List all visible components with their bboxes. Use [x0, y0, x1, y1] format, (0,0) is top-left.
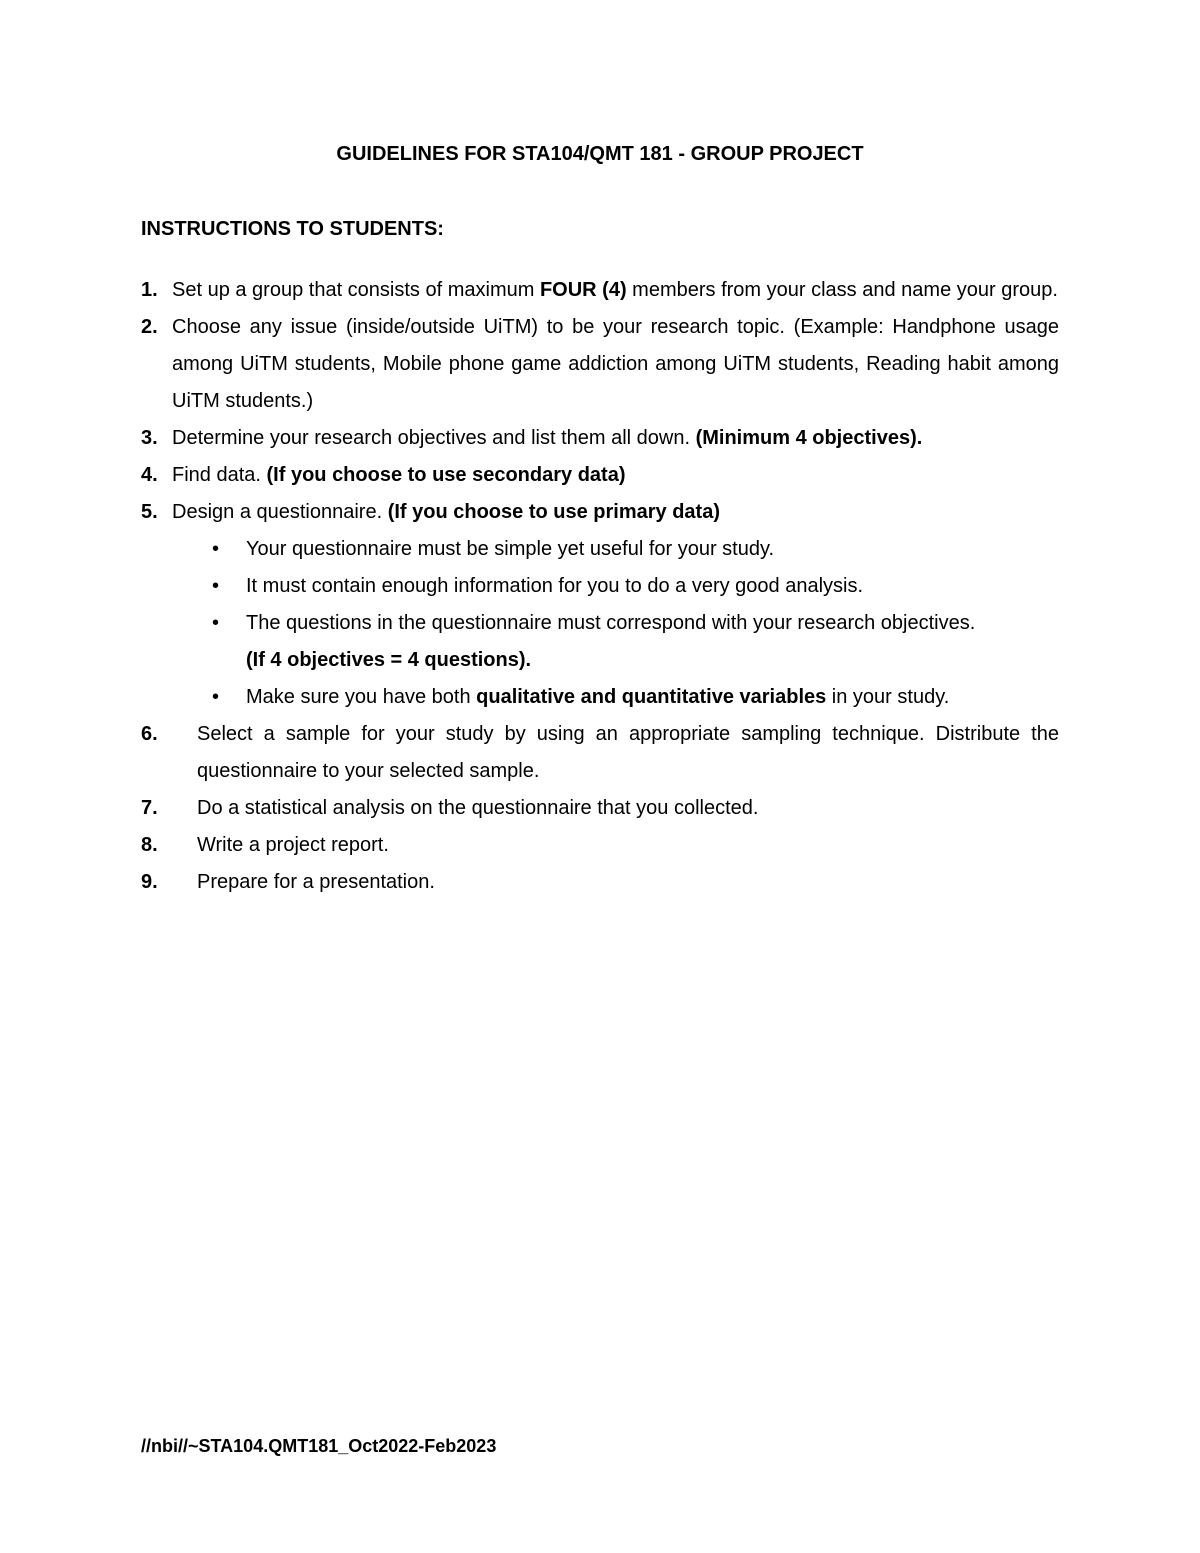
list-item-6: [141, 716, 1059, 790]
bullet-text: Your questionnaire must be simple yet useful for your study.: [246, 538, 775, 560]
bullet-list: [141, 531, 1059, 716]
item-text: [172, 457, 1059, 494]
bullet-text: The questions in the questionnaire must correspond with your research objectives.: [246, 612, 976, 634]
list-item-7: [141, 790, 1059, 827]
bullet-item: [212, 531, 1059, 568]
item-text-part: Design a questionnaire.: [172, 501, 388, 523]
item-text: Do a statistical analysis on the questionnaire that you collected.: [197, 797, 759, 819]
item-number: 8.: [141, 834, 158, 856]
item-number: 5.: [141, 501, 158, 523]
section-heading: INSTRUCTIONS TO STUDENTS:: [141, 218, 444, 240]
item-text: Prepare for a presentation.: [197, 871, 435, 893]
list-item-2: [141, 309, 1059, 420]
bullet-text: in your study.: [826, 686, 950, 708]
item-emphasis: (Minimum 4 objectives).: [695, 427, 923, 449]
bullet-item: [212, 568, 1059, 605]
item-number: 7.: [141, 797, 158, 819]
instructions-list: [141, 272, 1059, 901]
item-text-part: Set up a group that consists of maximum: [172, 279, 540, 301]
item-number: 9.: [141, 871, 158, 893]
list-item-8: [141, 827, 1059, 864]
item-number: 4.: [141, 464, 158, 486]
list-item-5: [141, 494, 1059, 716]
item-text: [172, 272, 1059, 309]
item-text: [172, 420, 1059, 457]
item-number: 6.: [141, 723, 158, 745]
bullet-emphasis: qualitative and quantitative variables: [476, 686, 827, 708]
item-text: Select a sample for your study by using an appropriate sampling technique. Distribute the questionnaire to your selected sample.: [197, 723, 1059, 782]
bullet-text: It must contain enough information for you to do a very good analysis.: [246, 575, 864, 597]
item-text-part: members from your class and name your group.: [626, 279, 1058, 301]
page-title: GUIDELINES FOR STA104/QMT 181 - GROUP PROJECT: [336, 143, 864, 165]
list-item-4: [141, 457, 1059, 494]
item-emphasis: (If you choose to use primary data): [387, 501, 720, 523]
bullet-icon: •: [212, 612, 220, 634]
item-text: Choose any issue (inside/outside UiTM) to be your research topic. (Example: Handphone usage among UiTM students, Mobile phone game addiction among UiTM students, Reading habit among UiTM students.): [172, 316, 1059, 412]
bullet-icon: •: [212, 538, 220, 560]
item-text-part: Find data.: [172, 464, 267, 486]
item-number: 1.: [141, 279, 158, 301]
item-text: Write a project report.: [197, 834, 389, 856]
list-item-3: [141, 420, 1059, 457]
bullet-text: Make sure you have both: [246, 686, 477, 708]
bullet-item: [212, 605, 1059, 679]
item-emphasis: (If you choose to use secondary data): [266, 464, 626, 486]
page-footer: //nbi//~STA104.QMT181_Oct2022-Feb2023: [141, 1436, 497, 1456]
bullet-item: [212, 679, 1059, 716]
bullet-emphasis: (If 4 objectives = 4 questions).: [246, 649, 532, 671]
item-text: [172, 494, 1059, 531]
bullet-icon: •: [212, 686, 220, 708]
item-number: 3.: [141, 427, 158, 449]
item-number: 2.: [141, 316, 158, 338]
list-item-9: [141, 864, 1059, 901]
list-item-1: [141, 272, 1059, 309]
bullet-icon: •: [212, 575, 220, 597]
item-text-part: Determine your research objectives and list them all down.: [172, 427, 696, 449]
item-emphasis: FOUR (4): [539, 279, 627, 301]
